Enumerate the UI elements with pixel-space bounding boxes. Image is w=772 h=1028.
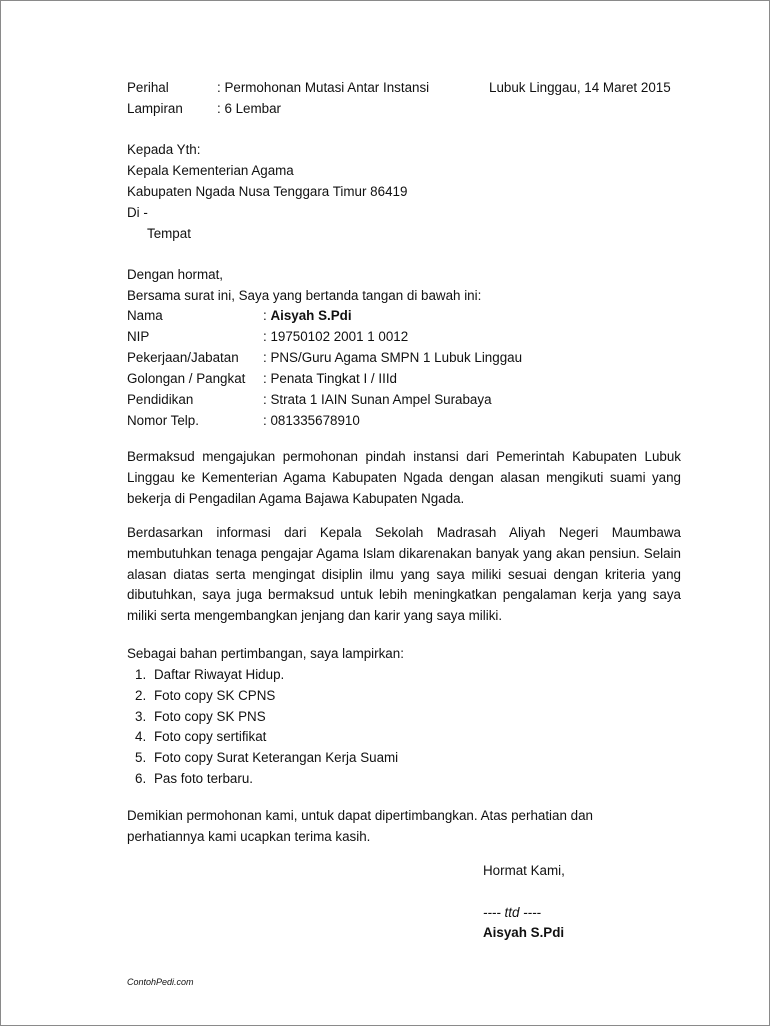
recipient-line-2: Kepala Kementerian Agama: [127, 163, 294, 178]
attachment-item: Foto copy SK PNS: [154, 709, 266, 724]
recipient-line-4: Di -: [127, 205, 148, 220]
identity-value: : 081335678910: [263, 413, 360, 428]
attachment-item: Foto copy Surat Keterangan Kerja Suami: [154, 750, 399, 765]
identity-value: : Strata 1 IAIN Sunan Ampel Surabaya: [263, 392, 492, 407]
identity-value: : Aisyah S.Pdi: [263, 308, 352, 323]
closing-paragraph: Demikian permohonan kami, untuk dapat dipertimbangkan. Atas perhatian dan perhatiannya kami ucapkan terima kasih.: [127, 808, 593, 844]
identity-label: Nama: [127, 308, 163, 323]
identity-label: Golongan / Pangkat: [127, 371, 246, 386]
attachment-item: Daftar Riwayat Hidup.: [154, 667, 285, 682]
attachment-number: 6.: [135, 771, 147, 786]
identity-value: : PNS/Guru Agama SMPN 1 Lubuk Linggau: [263, 350, 523, 365]
signature-mark: ---- ttd ----: [483, 905, 542, 920]
identity-label: Pekerjaan/Jabatan: [127, 350, 239, 365]
place-date: Lubuk Linggau, 14 Maret 2015: [489, 80, 671, 95]
attachment-item: Foto copy SK CPNS: [154, 688, 276, 703]
attachment-number: 5.: [135, 750, 147, 765]
identity-value: : 19750102 2001 1 0012: [263, 329, 409, 344]
intro-line: Bersama surat ini, Saya yang bertanda tangan di bawah ini:: [127, 288, 482, 303]
identity-name-bold: Aisyah S.Pdi: [270, 308, 352, 323]
footer-watermark: ContohPedi.com: [127, 977, 194, 987]
recipient-line-3: Kabupaten Ngada Nusa Tenggara Timur 86419: [127, 184, 408, 199]
body-paragraph-1: Bermaksud mengajukan permohonan pindah instansi dari Pemerintah Kabupaten Lubuk Linggau ke Kementerian Agama Kabupaten Ngada dengan alasan mengikuti suami yang bekerja di Pengadilan Agama Bajawa Kabupaten Ngada.: [127, 449, 681, 506]
signer-name: Aisyah S.Pdi: [483, 925, 565, 940]
recipient-line-5: Tempat: [147, 226, 191, 241]
attachments-intro: Sebagai bahan pertimbangan, saya lampirkan:: [127, 646, 404, 661]
recipient-line-1: Kepada Yth:: [127, 142, 201, 157]
attachment-number: 4.: [135, 729, 147, 744]
attachment-number: 1.: [135, 667, 147, 682]
attachment-number: 2.: [135, 688, 147, 703]
identity-label: Pendidikan: [127, 392, 194, 407]
attachment-item: Foto copy sertifikat: [154, 729, 267, 744]
perihal-label: Perihal: [127, 80, 169, 95]
body-paragraph-2: Berdasarkan informasi dari Kepala Sekolah Madrasah Aliyah Negeri Maumbawa membutuhkan tenaga pengajar Agama Islam dikarenakan banyak yang akan pensiun. Selain alasan diatas serta mengingat disiplin ilmu yang saya miliki sesuai dengan kriteria yang dibutuhkan, saya juga bermaksud untuk lebih meningkatkan pengalaman kerja yang saya miliki serta mengembangkan jenjang dan karir yang saya miliki.: [127, 525, 681, 624]
attachment-item: Pas foto terbaru.: [154, 771, 253, 786]
greeting: Dengan hormat,: [127, 267, 224, 282]
identity-label: NIP: [127, 329, 150, 344]
identity-label: Nomor Telp.: [127, 413, 199, 428]
lampiran-value: : 6 Lembar: [217, 101, 282, 116]
identity-value: : Penata Tingkat I / IIId: [263, 371, 397, 386]
lampiran-label: Lampiran: [127, 101, 183, 116]
attachment-number: 3.: [135, 709, 147, 724]
perihal-value: : Permohonan Mutasi Antar Instansi: [217, 80, 430, 95]
closing-salutation: Hormat Kami,: [483, 863, 565, 878]
